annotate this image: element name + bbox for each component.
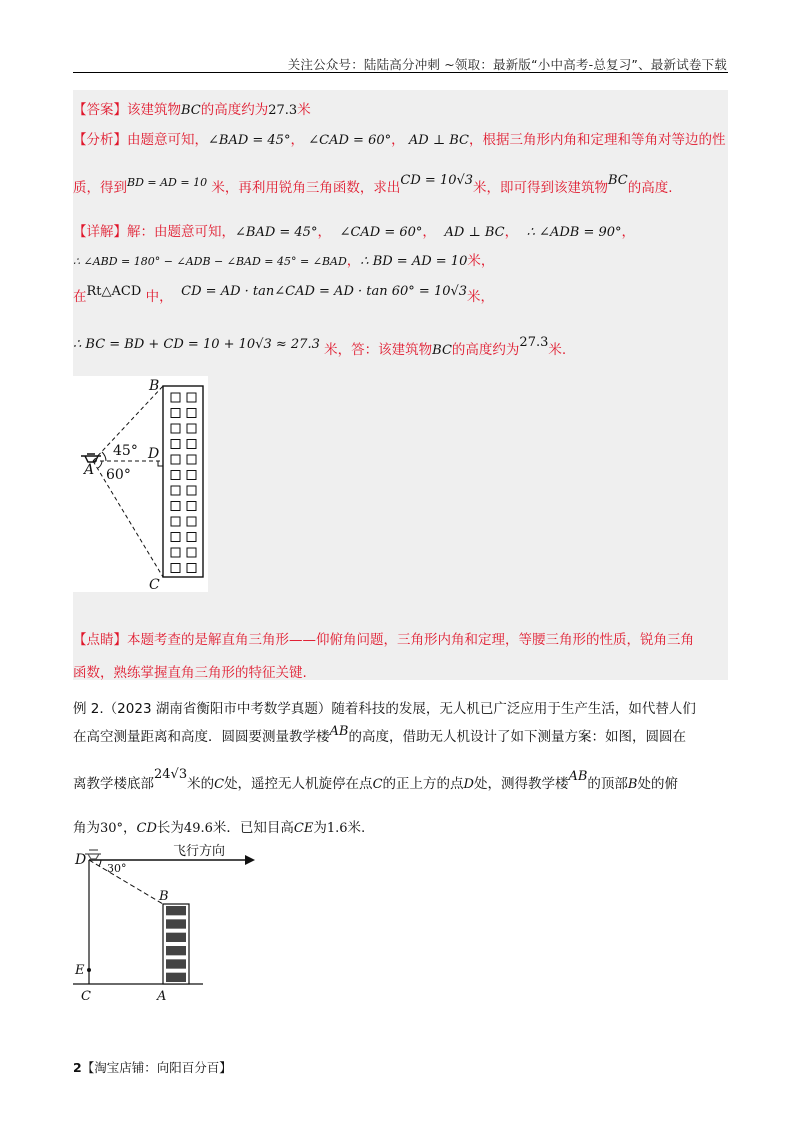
answer-unit: 米: [297, 102, 311, 118]
example2-line-3: [73, 767, 678, 792]
label-b: B: [149, 378, 160, 394]
var-ce: CE: [293, 821, 314, 836]
window: [187, 393, 196, 402]
angle-label-45: 45°: [113, 443, 138, 459]
example-text: ，: [123, 820, 137, 836]
eq-bd-ad: ∴ BD = AD = 10: [360, 254, 468, 269]
header-rule: [73, 72, 728, 73]
example-text: 处，测得教学楼: [473, 776, 569, 792]
detail-text: 在: [73, 289, 87, 305]
detail-line-4: [73, 335, 567, 358]
window: [187, 502, 196, 511]
var-cd: CD: [136, 821, 157, 836]
eq-cd: CD = 10√3: [400, 173, 474, 188]
example-text: 的顶部: [587, 776, 628, 792]
window: [187, 424, 196, 433]
example2-line-1: [73, 697, 696, 717]
example-text: 在高空测量距离和高度．圆圆要测量教学楼: [73, 729, 330, 745]
angle-adb: ∴ ∠ADB = 90°: [526, 225, 622, 240]
answer-value: 27.3: [519, 335, 549, 350]
example-text: 长为: [156, 820, 184, 836]
analysis-tag: 【分析】: [73, 132, 127, 148]
angle-bad: ∠BAD = 45°: [235, 225, 318, 240]
detail-text: 米.: [548, 342, 567, 358]
window: [171, 517, 180, 526]
var-c: C: [372, 777, 383, 792]
label-c: C: [149, 577, 160, 592]
label-d: D: [75, 852, 87, 868]
answer-value: 27.3: [268, 103, 298, 118]
window: [187, 548, 196, 557]
comment-tag: 【点睛】: [73, 632, 127, 648]
detail-line-1: 【详解】解：由题意可知，∠BAD = 45°， ∠CAD = 60°， AD ⊥ BC， ∴ ∠ADB = 90°，: [73, 224, 636, 240]
detail-line-2: [73, 249, 494, 269]
comment-text: 函数，熟练掌握直角三角形的特征关键.: [73, 665, 307, 681]
detail-text: 解：由题意可知，: [127, 224, 235, 240]
shop-label: 【淘宝店铺：向阳百分百】: [81, 1060, 232, 1075]
example-text: 米的: [187, 776, 215, 792]
window: [171, 533, 180, 542]
window: [171, 455, 180, 464]
building-outline: [163, 386, 203, 577]
window: [171, 564, 180, 573]
arrow-head: [245, 855, 255, 865]
figure-drone-measurement: [73, 840, 263, 1002]
angle-arc-30: [99, 860, 101, 866]
detail-text: 米，: [467, 253, 495, 269]
point-e: [87, 968, 91, 972]
var-ab: AB: [329, 724, 349, 739]
school-building: [163, 904, 189, 984]
triangle-acd: Rt△ACD: [86, 284, 142, 299]
var-c: C: [214, 777, 225, 792]
answer-text-2: 的高度约为: [200, 102, 269, 118]
example-text: 角为: [73, 820, 100, 836]
drone-icon: [85, 850, 101, 859]
label-d: D: [148, 446, 160, 462]
floor-block: [166, 973, 186, 982]
eq-bc: ∴ BC = BD + CD = 10 + 10√3 ≈ 27.3: [73, 337, 320, 352]
label-b: B: [159, 889, 169, 904]
example-text: 米.: [347, 820, 366, 836]
page-header: 关注公众号：陆陆高分冲刺 ~领取：最新版“小中高考-总复习”、最新试卷下载: [287, 57, 727, 72]
window: [171, 424, 180, 433]
var-ab: AB: [568, 769, 588, 784]
height-value: 1.6: [326, 821, 348, 836]
example2-line-4: [73, 816, 365, 836]
floor-block: [166, 906, 186, 915]
var-bc: BC: [608, 173, 628, 188]
example-text: 处的俯: [637, 776, 678, 792]
answer-line: [73, 98, 311, 118]
example2-line-2: [73, 725, 686, 745]
analysis-text: 由题意可知，: [127, 132, 208, 148]
direction-label: 飞行方向: [173, 844, 226, 859]
figure-building-elevation: [73, 376, 208, 592]
floor-block: [166, 946, 186, 955]
eq-bd: BD = AD = 10: [127, 176, 208, 189]
window: [171, 486, 180, 495]
angle-label-30: 30°: [107, 862, 127, 875]
angle-label-60: 60°: [106, 467, 131, 483]
detail-tag: 【详解】: [73, 224, 127, 240]
detail-line-3: [73, 285, 494, 305]
example-text: 处，遥控无人机旋停在点: [224, 776, 373, 792]
window: [171, 502, 180, 511]
angle-cad: ∠CAD = 60°: [308, 133, 392, 148]
answer-tag: 【答案】: [73, 102, 127, 118]
window: [187, 471, 196, 480]
window: [187, 486, 196, 495]
window: [171, 440, 180, 449]
window: [171, 548, 180, 557]
page-footer: [73, 1058, 232, 1076]
example-text: 例 2.（2023 湖南省衡阳市中考数学真题）随着科技的发展，无人机已广泛应用于生产生活，如代替人们: [73, 701, 696, 717]
label-a: A: [157, 989, 167, 1002]
analysis-text: ，根据三角形内角和定理和等角对等边的性: [468, 132, 726, 148]
detail-text: 米，: [467, 289, 495, 305]
sep: ，: [391, 132, 405, 148]
window: [187, 533, 196, 542]
angle-value: 30°: [100, 821, 124, 836]
window: [187, 440, 196, 449]
analysis-line-1: [73, 128, 725, 148]
sep: ，: [346, 253, 361, 269]
analysis-text: 米，再利用锐角三角函数，求出: [211, 180, 401, 196]
length-value: 49.6: [183, 821, 213, 836]
window: [187, 409, 196, 418]
floor-block: [166, 933, 186, 942]
comment-line-2: [73, 661, 307, 681]
label-c: C: [81, 989, 91, 1002]
var-bc: BC: [432, 343, 452, 358]
page-number: 2: [73, 1060, 82, 1075]
perp-relation: AD ⊥ BC: [444, 225, 505, 240]
analysis-line-2: [73, 173, 673, 196]
window: [171, 393, 180, 402]
analysis-text: 米，即可得到该建筑物: [473, 180, 609, 196]
detail-text: 中，: [145, 289, 173, 305]
distance-value: 24√3: [154, 767, 188, 782]
example-text: 的正上方的点: [382, 776, 464, 792]
eq-cd-tan: CD = AD · tan∠CAD = AD · tan 60° = 10√3: [181, 284, 468, 299]
sep: ，: [290, 132, 304, 148]
angle-bad: ∠BAD = 45°: [208, 133, 291, 148]
perp-relation: AD ⊥ BC: [408, 133, 469, 148]
window: [187, 455, 196, 464]
example-text: 为: [313, 820, 327, 836]
window: [171, 409, 180, 418]
angle-cad: ∠CAD = 60°: [339, 225, 423, 240]
answer-var: BC: [181, 103, 201, 118]
floor-block: [166, 919, 186, 928]
eq-abd: ∴ ∠ABD = 180° − ∠ADB − ∠BAD = 45° = ∠BAD: [73, 255, 347, 268]
label-a: A: [84, 462, 95, 478]
analysis-text: 质，得到: [73, 180, 127, 196]
window: [171, 471, 180, 480]
example-text: 米．已知目高: [212, 820, 294, 836]
sep: ，: [621, 224, 636, 240]
example-text: 的高度，借助无人机设计了如下测量方案：如图，圆圆在: [348, 729, 686, 745]
detail-text: 的高度约为: [451, 342, 520, 358]
detail-text: 米，答：该建筑物: [324, 342, 433, 358]
floor-block: [166, 959, 186, 968]
window: [187, 564, 196, 573]
answer-text: 该建筑物: [127, 102, 181, 118]
analysis-text: 的高度.: [627, 180, 673, 196]
comment-text: 本题考查的是解直角三角形——仰俯角问题，三角形内角和定理，等腰三角形的性质，锐角三角: [127, 632, 694, 648]
example-text: 离教学楼底部: [73, 776, 154, 792]
var-d: D: [463, 777, 474, 792]
window: [187, 517, 196, 526]
comment-line-1: [73, 628, 694, 648]
var-b: B: [627, 777, 638, 792]
label-e: E: [75, 963, 85, 978]
